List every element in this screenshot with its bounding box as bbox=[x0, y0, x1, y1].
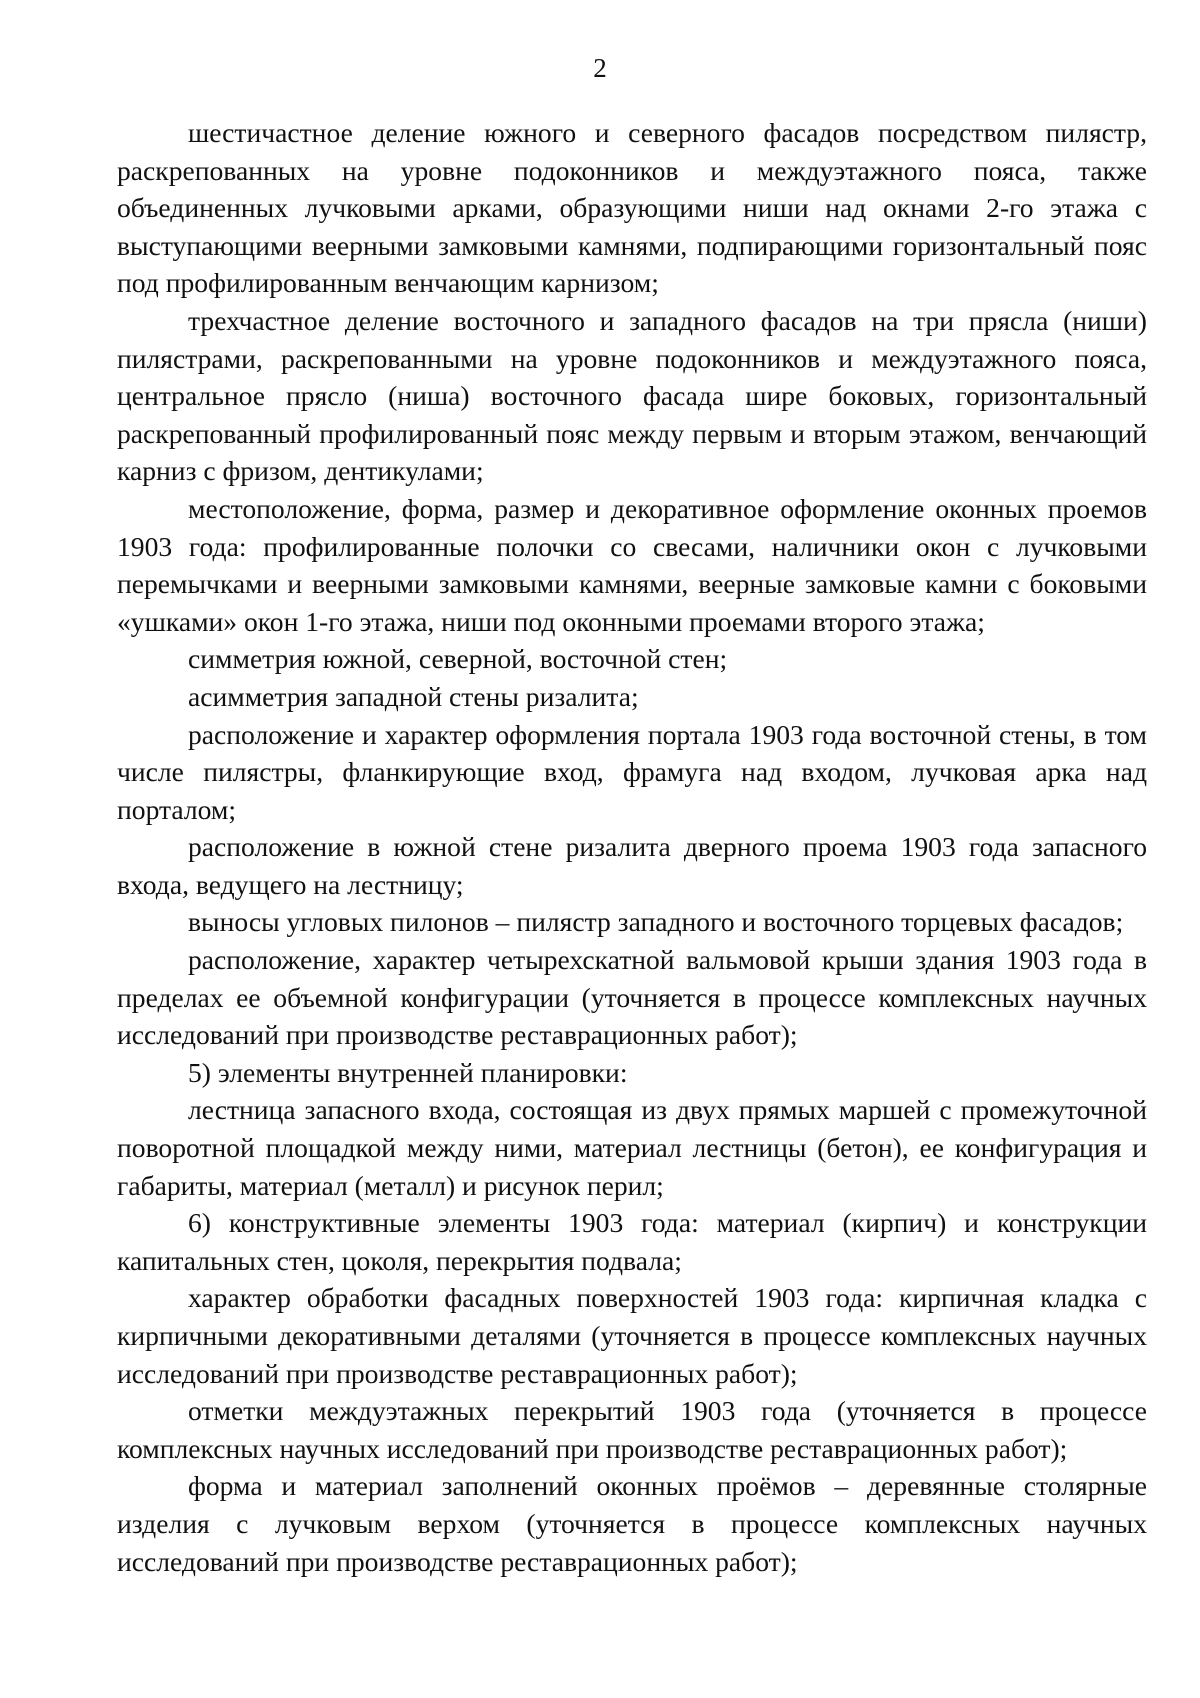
paragraph-window-openings: местоположение, форма, размер и декоративное оформление оконных проемов 1903 года: профилированные полочки со свесами, наличники окон с лучковыми перемычками и веерными замковыми камнями, веерные замковые камни с боковыми «ушками» окон 1-го этажа, ниши под оконными проемами второго этажа; bbox=[117, 492, 1147, 637]
paragraph-portal: расположение и характер оформления портала 1903 года восточной стены, в том числе пилястры, фланкирующие вход, фрамуга над входом, лучковая арка над порталом; bbox=[117, 718, 1147, 825]
paragraph-six-part-division: шестичастное деление южного и северного фасадов посредством пилястр, раскрепованных на уровне подоконников и междуэтажного пояса, также объединенных лучковыми арками, образующими ниши над окнами 2-го этажа с выступающими веерными замковыми камнями, подпирающими горизонтальный пояс под профилированным венчающим карнизом; bbox=[117, 117, 1147, 299]
paragraph-floor-levels: отметки междуэтажных перекрытий 1903 года (уточняется в процессе комплексных научных исследований при производстве реставрационных работ); bbox=[117, 1395, 1147, 1464]
paragraph-roof: расположение, характер четырехскатной вальмовой крыши здания 1903 года в пределах ее объемной конфигурации (уточняется в процессе комплексных научных исследований при производстве реставрационных работ); bbox=[117, 944, 1147, 1051]
document-body bbox=[117, 114, 1147, 1580]
paragraph-corner-pylons: выносы угловых пилонов – пилястр западного и восточного торцевых фасадов; bbox=[188, 906, 1124, 938]
paragraph-staircase: лестница запасного входа, состоящая из двух прямых маршей с промежуточной поворотной площадкой между ними, материал лестницы (бетон), ее конфигурация и габариты, материал (металл) и рисунок перил; bbox=[117, 1094, 1147, 1201]
paragraph-interior-layout-heading: 5) элементы внутренней планировки: bbox=[188, 1056, 628, 1088]
paragraph-wall-asymmetry: асимметрия западной стены ризалита; bbox=[188, 680, 639, 712]
paragraph-structural-elements: 6) конструктивные элементы 1903 года: материал (кирпич) и конструкции капитальных стен, цоколя, перекрытия подвала; bbox=[117, 1207, 1147, 1276]
paragraph-three-part-division: трехчастное деление восточного и западного фасадов на три прясла (ниши) пилястрами, раскрепованными на уровне подоконников и междуэтажного пояса, центральное прясло (ниша) восточного фасада шире боковых, горизонтальный раскрепованный профилированный пояс между первым и вторым этажом, венчающий карниз с фризом, дентикулами; bbox=[117, 304, 1147, 487]
paragraph-facade-surfaces: характер обработки фасадных поверхностей 1903 года: кирпичная кладка с кирпичными декоративными деталями (уточняется в процессе комплексных научных исследований при производстве реставрационных работ); bbox=[117, 1282, 1147, 1389]
paragraph-wall-symmetry: симметрия южной, северной, восточной стен; bbox=[188, 643, 728, 675]
paragraph-window-fillings: форма и материал заполнений оконных проёмов – деревянные столярные изделия с лучковым верхом (уточняется в процессе комплексных научных исследований при производстве реставрационных работ); bbox=[117, 1470, 1147, 1577]
page-number: 2 bbox=[593, 53, 607, 83]
paragraph-spare-entrance-door: расположение в южной стене ризалита дверного проема 1903 года запасного входа, ведущего на лестницу; bbox=[117, 831, 1147, 900]
